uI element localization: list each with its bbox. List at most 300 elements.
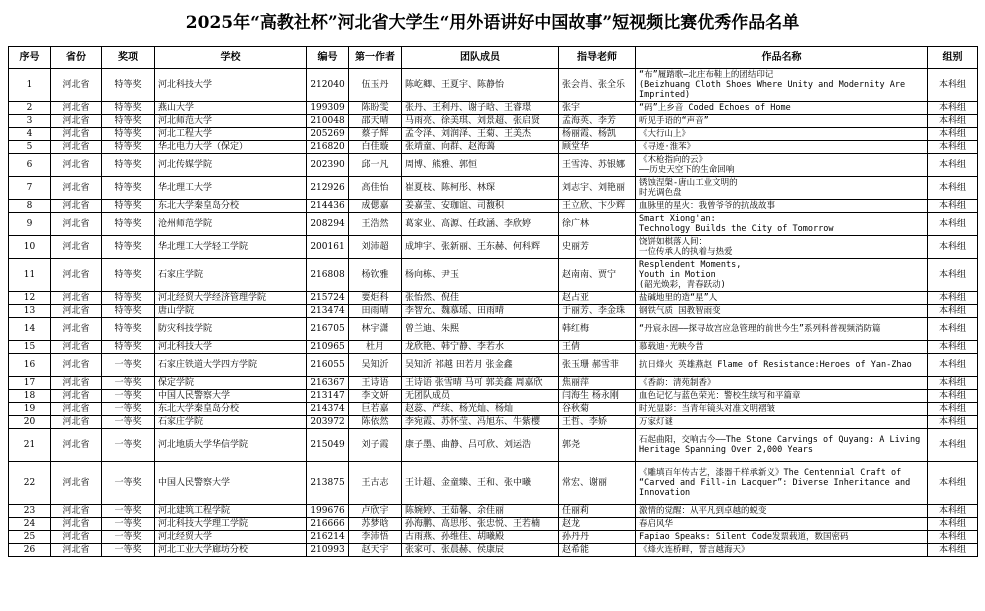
cell-advisor: 郭尧 xyxy=(559,429,636,462)
cell-code: 216705 xyxy=(307,318,349,341)
award-table xyxy=(8,46,978,557)
cell-team-members: 无团队成员 xyxy=(402,390,559,403)
cell-work-title: Smart Xiong'an: Technology Builds the City of Tomorrow xyxy=(636,213,928,236)
cell-group: 本科组 xyxy=(928,390,978,403)
cell-code: 215049 xyxy=(307,429,349,462)
cell-first-author: 田雨晴 xyxy=(349,305,402,318)
cell-work-title: 抗日烽火 英雄燕赵 Flame of Resistance:Heroes of Yan-Zhao xyxy=(636,354,928,377)
cell-work-title: 钢铁气质 国教智雨变 xyxy=(636,305,928,318)
table-row xyxy=(9,354,978,377)
cell-index: 6 xyxy=(9,154,51,177)
cell-award: 一等奖 xyxy=(102,544,155,557)
cell-code: 216808 xyxy=(307,259,349,292)
cell-work-title: 盐碱地里的造“星”人 xyxy=(636,292,928,305)
cell-first-author: 王浩然 xyxy=(349,213,402,236)
cell-advisor: 常宏、谢丽 xyxy=(559,462,636,505)
cell-province: 河北省 xyxy=(51,341,102,354)
header-code: 编号 xyxy=(307,47,349,69)
cell-advisor: 王立欣、卞少辉 xyxy=(559,200,636,213)
cell-code: 216820 xyxy=(307,141,349,154)
cell-advisor: 谷秋菊 xyxy=(559,403,636,416)
table-body xyxy=(9,69,978,557)
cell-first-author: 高佳怡 xyxy=(349,177,402,200)
cell-advisor: 孟海英、李芳 xyxy=(559,115,636,128)
header-first-author: 第一作者 xyxy=(349,47,402,69)
table-row xyxy=(9,544,978,557)
cell-work-title: 《香韵：清苑制香》 xyxy=(636,377,928,390)
header-province: 省份 xyxy=(51,47,102,69)
cell-province: 河北省 xyxy=(51,115,102,128)
cell-team-members: 曾兰迪、朱熙 xyxy=(402,318,559,341)
table-row xyxy=(9,341,978,354)
cell-advisor: 赵龙 xyxy=(559,518,636,531)
cell-team-members: 成坤宇、张新丽、王东赫、何科辉 xyxy=(402,236,559,259)
cell-group: 本科组 xyxy=(928,128,978,141)
cell-work-title: 《雕填百年传古艺，漆器千样承新义》The Centennial Craft of “Carved and Fill-in Lacquer”: Diverse Inheritance and Innovation xyxy=(636,462,928,505)
cell-province: 河北省 xyxy=(51,141,102,154)
table-row xyxy=(9,292,978,305)
header-work-title: 作品名称 xyxy=(636,47,928,69)
cell-work-title: 饶饼如棋落人间： 一位传承人的执着与热爱 xyxy=(636,236,928,259)
cell-group: 本科组 xyxy=(928,213,978,236)
cell-advisor: 任丽莉 xyxy=(559,505,636,518)
cell-award: 特等奖 xyxy=(102,318,155,341)
cell-group: 本科组 xyxy=(928,236,978,259)
cell-work-title: Fapiao Speaks: Silent Code发票载道，数国密码 xyxy=(636,531,928,544)
cell-first-author: 白佳璇 xyxy=(349,141,402,154)
cell-group: 本科组 xyxy=(928,305,978,318)
cell-code: 202390 xyxy=(307,154,349,177)
cell-province: 河北省 xyxy=(51,377,102,390)
cell-group: 本科组 xyxy=(928,354,978,377)
cell-first-author: 杜月 xyxy=(349,341,402,354)
cell-work-title: 慕载迪·光映今昔 xyxy=(636,341,928,354)
cell-index: 19 xyxy=(9,403,51,416)
cell-school: 石家庄学院 xyxy=(155,259,307,292)
cell-index: 20 xyxy=(9,416,51,429)
cell-school: 中国人民警察大学 xyxy=(155,390,307,403)
cell-advisor: 徐广林 xyxy=(559,213,636,236)
cell-group: 本科组 xyxy=(928,200,978,213)
cell-province: 河北省 xyxy=(51,518,102,531)
cell-index: 9 xyxy=(9,213,51,236)
table-row xyxy=(9,102,978,115)
cell-first-author: 赵天宇 xyxy=(349,544,402,557)
table-row xyxy=(9,403,978,416)
header-index: 序号 xyxy=(9,47,51,69)
table-row xyxy=(9,128,978,141)
cell-index: 16 xyxy=(9,354,51,377)
cell-index: 18 xyxy=(9,390,51,403)
cell-first-author: 杨钦雅 xyxy=(349,259,402,292)
cell-award: 特等奖 xyxy=(102,305,155,318)
cell-advisor: 王雪涛、苏银娜 xyxy=(559,154,636,177)
cell-school: 河北工业大学廊坊分校 xyxy=(155,544,307,557)
cell-group: 本科组 xyxy=(928,102,978,115)
cell-award: 特等奖 xyxy=(102,292,155,305)
cell-work-title: Resplendent Moments, Youth in Motion (韶光焕彩，青春跃动) xyxy=(636,259,928,292)
cell-award: 特等奖 xyxy=(102,128,155,141)
cell-code: 216666 xyxy=(307,518,349,531)
cell-province: 河北省 xyxy=(51,292,102,305)
cell-province: 河北省 xyxy=(51,416,102,429)
cell-code: 216214 xyxy=(307,531,349,544)
cell-first-author: 李沛悟 xyxy=(349,531,402,544)
cell-team-members: 杨向栋、尹玉 xyxy=(402,259,559,292)
cell-advisor: 史丽芳 xyxy=(559,236,636,259)
cell-advisor: 张会肖、张全乐 xyxy=(559,69,636,102)
cell-province: 河北省 xyxy=(51,403,102,416)
cell-team-members: 龙欣艳、韩宁静、李若水 xyxy=(402,341,559,354)
cell-province: 河北省 xyxy=(51,305,102,318)
cell-award: 特等奖 xyxy=(102,200,155,213)
cell-index: 4 xyxy=(9,128,51,141)
cell-code: 212040 xyxy=(307,69,349,102)
cell-school: 唐山学院 xyxy=(155,305,307,318)
cell-work-title: 《烽火连桥畔，誓言越海天》 xyxy=(636,544,928,557)
cell-work-title: “布”履踏歌—北庄布鞋上的团结印记 (Beizhuang Cloth Shoes Where Unity and Modernity Are Imprinted) xyxy=(636,69,928,102)
cell-advisor: 孙丹丹 xyxy=(559,531,636,544)
cell-first-author: 蔡子辉 xyxy=(349,128,402,141)
table-row xyxy=(9,154,978,177)
cell-school: 河北经贸大学经济管理学院 xyxy=(155,292,307,305)
cell-advisor: 张宇 xyxy=(559,102,636,115)
cell-advisor: 杨丽霞、杨凯 xyxy=(559,128,636,141)
cell-award: 一等奖 xyxy=(102,462,155,505)
header-group: 组别 xyxy=(928,47,978,69)
cell-school: 燕山大学 xyxy=(155,102,307,115)
cell-team-members: 赵蕊、严续、杨光灿、杨灿 xyxy=(402,403,559,416)
table-row xyxy=(9,518,978,531)
cell-award: 特等奖 xyxy=(102,341,155,354)
cell-school: 河北地质大学华信学院 xyxy=(155,429,307,462)
cell-award: 特等奖 xyxy=(102,236,155,259)
cell-group: 本科组 xyxy=(928,531,978,544)
table-row xyxy=(9,390,978,403)
cell-team-members: 王计超、金童臻、王和、张中曦 xyxy=(402,462,559,505)
cell-work-title: 激情的觉醒：从平凡到卓越的蜕变 xyxy=(636,505,928,518)
cell-work-title: “码”上乡音 Coded Echoes of Home xyxy=(636,102,928,115)
cell-school: 沧州师范学院 xyxy=(155,213,307,236)
cell-index: 14 xyxy=(9,318,51,341)
cell-advisor: 张玉珊 郝雪菲 xyxy=(559,354,636,377)
cell-school: 华北理工大学轻工学院 xyxy=(155,236,307,259)
cell-province: 河北省 xyxy=(51,128,102,141)
cell-group: 本科组 xyxy=(928,292,978,305)
cell-code: 210048 xyxy=(307,115,349,128)
cell-group: 本科组 xyxy=(928,462,978,505)
cell-first-author: 巨若嘉 xyxy=(349,403,402,416)
cell-team-members: 周博、熊雅、郭恒 xyxy=(402,154,559,177)
cell-code: 203972 xyxy=(307,416,349,429)
cell-province: 河北省 xyxy=(51,259,102,292)
cell-province: 河北省 xyxy=(51,390,102,403)
cell-team-members: 姜嘉莹、安珈谊、司馥积 xyxy=(402,200,559,213)
cell-advisor: 刘志宇、刘艳丽 xyxy=(559,177,636,200)
cell-index: 26 xyxy=(9,544,51,557)
cell-first-author: 要炬科 xyxy=(349,292,402,305)
cell-team-members: 张靖童、向群、赵海蔼 xyxy=(402,141,559,154)
cell-school: 河北传媒学院 xyxy=(155,154,307,177)
cell-group: 本科组 xyxy=(928,505,978,518)
cell-first-author: 李文妍 xyxy=(349,390,402,403)
cell-code: 215724 xyxy=(307,292,349,305)
cell-province: 河北省 xyxy=(51,200,102,213)
cell-index: 1 xyxy=(9,69,51,102)
cell-award: 一等奖 xyxy=(102,390,155,403)
cell-province: 河北省 xyxy=(51,462,102,505)
cell-first-author: 陈盼雯 xyxy=(349,102,402,115)
cell-advisor: 韩红梅 xyxy=(559,318,636,341)
cell-first-author: 成偲嘉 xyxy=(349,200,402,213)
cell-code: 216367 xyxy=(307,377,349,390)
cell-team-members: 李宛霞、苏怀莹、冯旭东、牛紫樱 xyxy=(402,416,559,429)
cell-team-members: 吴知沂 祁越 田若月 张金鑫 xyxy=(402,354,559,377)
cell-group: 本科组 xyxy=(928,154,978,177)
cell-code: 216055 xyxy=(307,354,349,377)
cell-advisor: 王哲、李娇 xyxy=(559,416,636,429)
cell-group: 本科组 xyxy=(928,518,978,531)
cell-province: 河北省 xyxy=(51,236,102,259)
table-row xyxy=(9,377,978,390)
cell-group: 本科组 xyxy=(928,115,978,128)
header-team-members: 团队成员 xyxy=(402,47,559,69)
cell-code: 205269 xyxy=(307,128,349,141)
cell-first-author: 卢欣宇 xyxy=(349,505,402,518)
cell-province: 河北省 xyxy=(51,544,102,557)
header-school: 学校 xyxy=(155,47,307,69)
cell-index: 24 xyxy=(9,518,51,531)
cell-work-title: 万家灯谜 xyxy=(636,416,928,429)
cell-work-title: 春启风华 xyxy=(636,518,928,531)
cell-team-members: 康子墨、曲静、吕可欣、刘运浩 xyxy=(402,429,559,462)
cell-work-title: 石起曲阳，交响古今——The Stone Carvings of Quyang: A Living Heritage Spanning Over 2,000 Years xyxy=(636,429,928,462)
cell-index: 25 xyxy=(9,531,51,544)
table-row xyxy=(9,259,978,292)
cell-first-author: 王古志 xyxy=(349,462,402,505)
cell-group: 本科组 xyxy=(928,341,978,354)
cell-province: 河北省 xyxy=(51,102,102,115)
table-row xyxy=(9,115,978,128)
cell-award: 一等奖 xyxy=(102,429,155,462)
cell-school: 河北师范大学 xyxy=(155,115,307,128)
cell-team-members: 陈屹卿、王夏宇、陈静怡 xyxy=(402,69,559,102)
cell-award: 一等奖 xyxy=(102,518,155,531)
table-row xyxy=(9,505,978,518)
cell-code: 199676 xyxy=(307,505,349,518)
cell-team-members: 张怡然、倪佳 xyxy=(402,292,559,305)
cell-province: 河北省 xyxy=(51,318,102,341)
cell-work-title: 《木枪指向的云》 ——历史天空下的生命回响 xyxy=(636,154,928,177)
cell-code: 213875 xyxy=(307,462,349,505)
cell-advisor: 赵占亚 xyxy=(559,292,636,305)
cell-team-members: 张丹、王利丹、谢子晗、王睿璟 xyxy=(402,102,559,115)
table-row xyxy=(9,318,978,341)
cell-index: 11 xyxy=(9,259,51,292)
cell-work-title: 血脉里的星火：我曾爷爷的抗战故事 xyxy=(636,200,928,213)
cell-province: 河北省 xyxy=(51,69,102,102)
cell-team-members: 崔夏枝、陈柯彤、林琛 xyxy=(402,177,559,200)
cell-province: 河北省 xyxy=(51,429,102,462)
cell-advisor: 赵南南、贾宁 xyxy=(559,259,636,292)
cell-code: 212926 xyxy=(307,177,349,200)
cell-work-title: 血色记忆与蓝色荣光：警校生续写和平篇章 xyxy=(636,390,928,403)
cell-province: 河北省 xyxy=(51,505,102,518)
table-row xyxy=(9,416,978,429)
cell-work-title: 《大行山上》 xyxy=(636,128,928,141)
cell-index: 10 xyxy=(9,236,51,259)
cell-award: 一等奖 xyxy=(102,354,155,377)
cell-province: 河北省 xyxy=(51,177,102,200)
table-header-row xyxy=(9,47,978,69)
cell-code: 214436 xyxy=(307,200,349,213)
cell-team-members: 古雨燕、孙维佳、胡曦殿 xyxy=(402,531,559,544)
cell-award: 特等奖 xyxy=(102,177,155,200)
cell-school: 防灾科技学院 xyxy=(155,318,307,341)
cell-advisor: 王倩 xyxy=(559,341,636,354)
table-row xyxy=(9,141,978,154)
cell-index: 13 xyxy=(9,305,51,318)
table-row xyxy=(9,305,978,318)
cell-first-author: 陈依然 xyxy=(349,416,402,429)
cell-index: 7 xyxy=(9,177,51,200)
cell-school: 河北经贸大学 xyxy=(155,531,307,544)
table-row xyxy=(9,462,978,505)
cell-award: 特等奖 xyxy=(102,259,155,292)
cell-province: 河北省 xyxy=(51,213,102,236)
cell-first-author: 林宇潇 xyxy=(349,318,402,341)
cell-advisor: 闫海生 杨永刚 xyxy=(559,390,636,403)
cell-school: 河北科技大学 xyxy=(155,341,307,354)
cell-school: 中国人民警察大学 xyxy=(155,462,307,505)
header-advisor: 指导老师 xyxy=(559,47,636,69)
cell-group: 本科组 xyxy=(928,403,978,416)
cell-group: 本科组 xyxy=(928,318,978,341)
cell-school: 华北电力大学（保定） xyxy=(155,141,307,154)
cell-code: 210965 xyxy=(307,341,349,354)
cell-code: 199309 xyxy=(307,102,349,115)
cell-code: 210993 xyxy=(307,544,349,557)
cell-team-members: 陈婉婷、王茹馨、余佳丽 xyxy=(402,505,559,518)
cell-school: 河北工程大学 xyxy=(155,128,307,141)
cell-index: 22 xyxy=(9,462,51,505)
cell-province: 河北省 xyxy=(51,154,102,177)
cell-team-members: 李智允、魏慕瑶、田雨晴 xyxy=(402,305,559,318)
cell-group: 本科组 xyxy=(928,177,978,200)
cell-group: 本科组 xyxy=(928,259,978,292)
cell-index: 3 xyxy=(9,115,51,128)
cell-index: 23 xyxy=(9,505,51,518)
cell-school: 河北科技大学 xyxy=(155,69,307,102)
cell-index: 21 xyxy=(9,429,51,462)
cell-team-members: 孙海鹏、高思彤、张忠悦、王若楠 xyxy=(402,518,559,531)
cell-advisor: 赵希能 xyxy=(559,544,636,557)
cell-work-title: 《寻迹·淮苯》 xyxy=(636,141,928,154)
cell-award: 特等奖 xyxy=(102,115,155,128)
cell-award: 一等奖 xyxy=(102,403,155,416)
cell-work-title: 时光显影：当青年镜头对准文明褶皱 xyxy=(636,403,928,416)
cell-award: 特等奖 xyxy=(102,141,155,154)
table-row xyxy=(9,177,978,200)
cell-code: 200161 xyxy=(307,236,349,259)
cell-work-title: “丹宸永固——探寻故宫应急管理的前世今生”系列科普视频消防篇 xyxy=(636,318,928,341)
cell-advisor: 焦丽萍 xyxy=(559,377,636,390)
cell-award: 一等奖 xyxy=(102,505,155,518)
cell-school: 东北大学秦皇岛分校 xyxy=(155,200,307,213)
cell-index: 8 xyxy=(9,200,51,213)
table-row xyxy=(9,200,978,213)
cell-school: 东北大学秦皇岛分校 xyxy=(155,403,307,416)
cell-code: 214374 xyxy=(307,403,349,416)
cell-first-author: 吴知沂 xyxy=(349,354,402,377)
cell-code: 213474 xyxy=(307,305,349,318)
cell-team-members: 葛家业、高源、任政涵、李欣婷 xyxy=(402,213,559,236)
cell-award: 特等奖 xyxy=(102,102,155,115)
cell-first-author: 邱一凡 xyxy=(349,154,402,177)
cell-award: 特等奖 xyxy=(102,154,155,177)
cell-advisor: 顾堂华 xyxy=(559,141,636,154)
cell-award: 一等奖 xyxy=(102,531,155,544)
table-row xyxy=(9,531,978,544)
cell-group: 本科组 xyxy=(928,69,978,102)
cell-group: 本科组 xyxy=(928,429,978,462)
cell-province: 河北省 xyxy=(51,531,102,544)
cell-index: 17 xyxy=(9,377,51,390)
cell-work-title: 锈蚀涅槃-唐山工业文明的 时光调色盘 xyxy=(636,177,928,200)
cell-group: 本科组 xyxy=(928,377,978,390)
cell-first-author: 伍玉丹 xyxy=(349,69,402,102)
cell-advisor: 于丽芳、李金珠 xyxy=(559,305,636,318)
cell-award: 一等奖 xyxy=(102,377,155,390)
cell-code: 213147 xyxy=(307,390,349,403)
page-title: 2025年“高教社杯”河北省大学生“用外语讲好中国故事”短视频比赛优秀作品名单 xyxy=(185,13,800,33)
cell-index: 12 xyxy=(9,292,51,305)
cell-school: 华北理工大学 xyxy=(155,177,307,200)
cell-school: 河北科技大学理工学院 xyxy=(155,518,307,531)
cell-province: 河北省 xyxy=(51,354,102,377)
cell-first-author: 刘沛超 xyxy=(349,236,402,259)
cell-team-members: 孟令泽、刘润泽、王菊、王美杰 xyxy=(402,128,559,141)
cell-school: 石家庄学院 xyxy=(155,416,307,429)
cell-index: 15 xyxy=(9,341,51,354)
table-row xyxy=(9,69,978,102)
cell-school: 保定学院 xyxy=(155,377,307,390)
cell-code: 208294 xyxy=(307,213,349,236)
cell-group: 本科组 xyxy=(928,416,978,429)
cell-school: 石家庄铁道大学四方学院 xyxy=(155,354,307,377)
cell-first-author: 苏梦晗 xyxy=(349,518,402,531)
cell-team-members: 张家可、张晨赫、侯康辰 xyxy=(402,544,559,557)
cell-award: 特等奖 xyxy=(102,69,155,102)
cell-index: 2 xyxy=(9,102,51,115)
cell-work-title: 听见手语的“声音” xyxy=(636,115,928,128)
cell-team-members: 王诗语 张雪晴 马可 郭美鑫 周嘉欣 xyxy=(402,377,559,390)
table-row xyxy=(9,236,978,259)
cell-award: 特等奖 xyxy=(102,213,155,236)
cell-team-members: 马雨亮、徐美琪、刘景超、张启贤 xyxy=(402,115,559,128)
table-row xyxy=(9,213,978,236)
cell-first-author: 王诗语 xyxy=(349,377,402,390)
cell-first-author: 邵天晴 xyxy=(349,115,402,128)
cell-school: 河北建筑工程学院 xyxy=(155,505,307,518)
cell-index: 5 xyxy=(9,141,51,154)
cell-group: 本科组 xyxy=(928,544,978,557)
cell-award: 一等奖 xyxy=(102,416,155,429)
header-award: 奖项 xyxy=(102,47,155,69)
cell-first-author: 刘子霞 xyxy=(349,429,402,462)
cell-group: 本科组 xyxy=(928,141,978,154)
table-row xyxy=(9,429,978,462)
